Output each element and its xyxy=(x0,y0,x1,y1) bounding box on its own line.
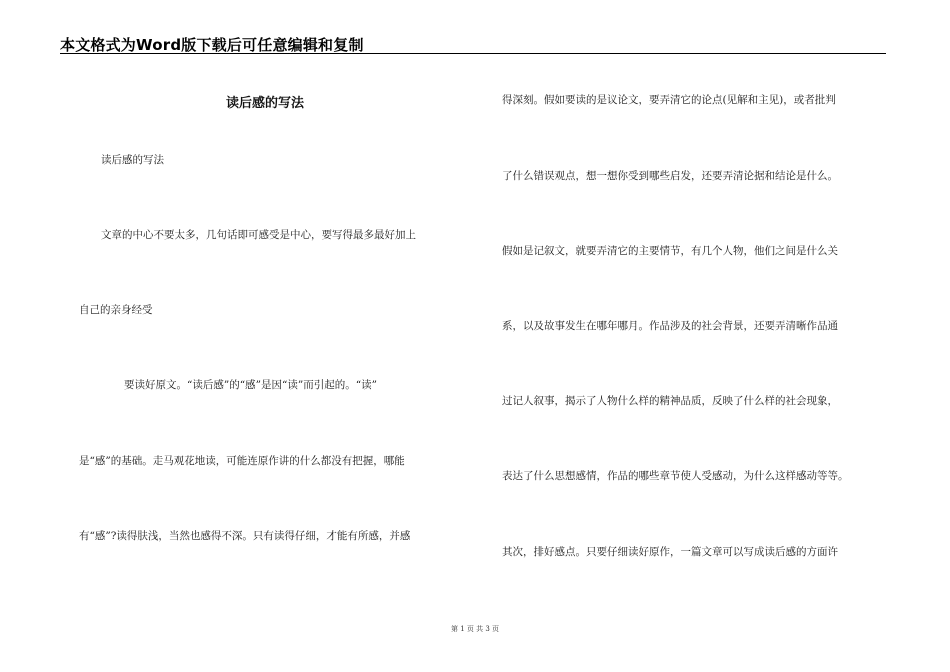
right-line-4: 系，以及故事发生在哪年哪月。作品涉及的社会背景，还要弄清晰作品通 xyxy=(502,320,838,332)
right-line-5: 过记人叙事，揭示了人物什么样的精神品质，反映了什么样的社会现象， xyxy=(502,395,838,407)
right-line-7: 其次，排好感点。只要仔细读好原作，一篇文章可以写成读后感的方面许 xyxy=(502,546,838,558)
left-line-1: 读后感的写法 xyxy=(101,154,164,166)
document-title: 读后感的写法 xyxy=(225,96,304,111)
page-number: 第 1 页 共 3 页 xyxy=(450,625,500,633)
left-line-2: 文章的中心不要太多，几句话即可感受是中心，要写得最多最好加上 xyxy=(101,229,416,241)
left-line-6: 有“感”?读得肤浅，当然也感得不深。只有读得仔细，才能有所感，并感 xyxy=(79,530,411,542)
document-banner: 本文格式为Word版下载后可任意编辑和复制 xyxy=(60,36,364,54)
left-line-3: 自己的亲身经受 xyxy=(79,304,153,316)
left-line-5: 是“感”的基础。走马观花地读，可能连原作讲的什么都没有把握，哪能 xyxy=(79,455,405,467)
right-line-6: 表达了什么思想感情，作品的哪些章节使人受感动，为什么这样感动等等。 xyxy=(502,470,849,482)
right-line-3: 假如是记叙文，就要弄清它的主要情节，有几个人物，他们之间是什么关 xyxy=(502,245,838,257)
left-line-4: 要读好原文。“读后感”的“感”是因“读”而引起的。“读” xyxy=(124,379,377,391)
banner-divider xyxy=(60,53,886,54)
right-line-2: 了什么错误观点，想一想你受到哪些启发，还要弄清论据和结论是什么。 xyxy=(502,170,838,182)
right-line-1: 得深刻。假如要读的是议论文，要弄清它的论点(见解和主见)，或者批判 xyxy=(502,94,836,106)
